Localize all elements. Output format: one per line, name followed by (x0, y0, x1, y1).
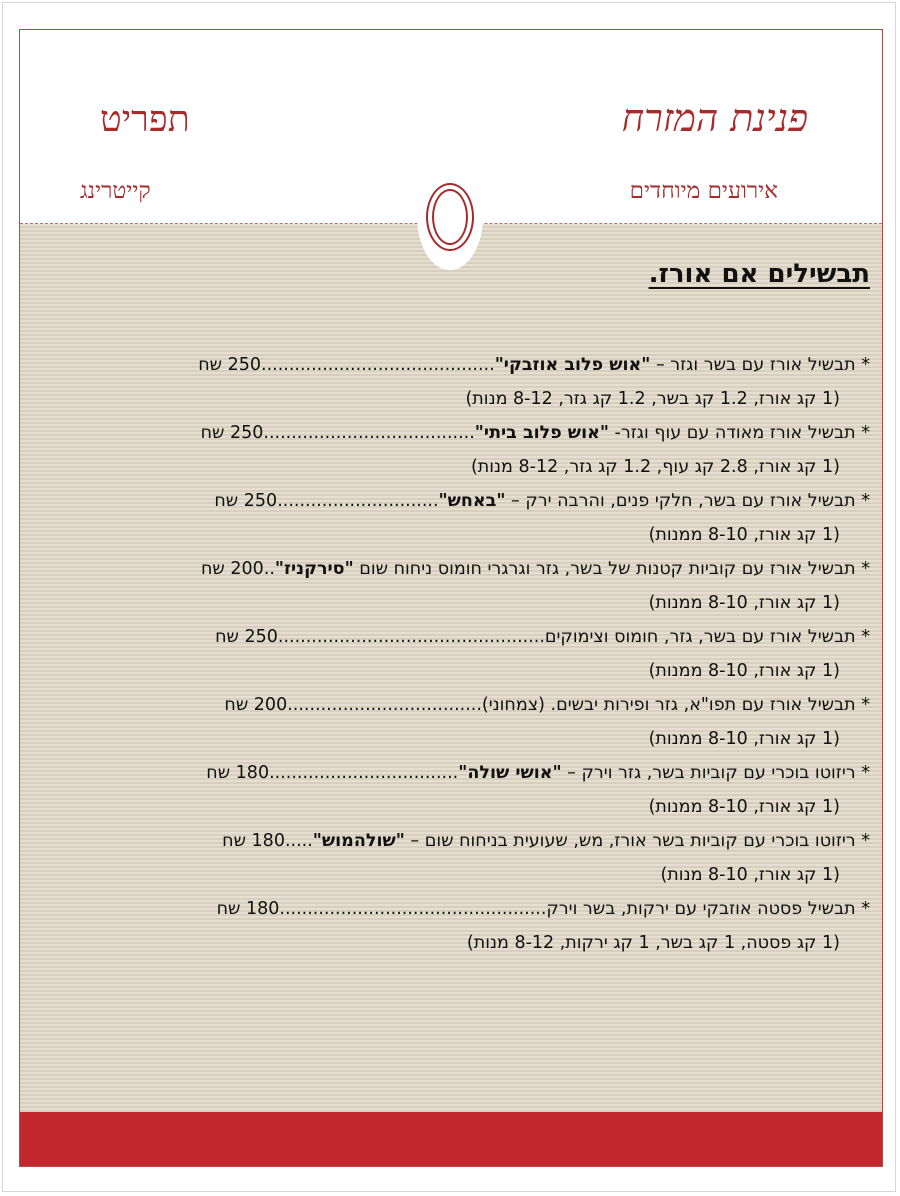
brand-subtitle: אירועים מיוחדים (629, 178, 778, 204)
menu-item-line (80, 621, 870, 655)
item-detail: (1 קג אורז, 8-10 ממנות) (648, 797, 840, 817)
bullet-marker: * (855, 559, 870, 579)
item-description: תבשיל אורז עם בשר וגזר – (650, 355, 856, 375)
item-detail: (1 קג אורז, 2.8 קג עוף, 1.2 קג גזר, 8-12 מנות) (470, 457, 840, 477)
item-name: "באחש" (438, 491, 506, 511)
menu-item (80, 825, 870, 893)
menu-item-line (80, 349, 870, 383)
menu-item (80, 757, 870, 825)
dot-leader: ................................................ (277, 627, 545, 647)
item-price: 250 שח (198, 355, 262, 375)
item-description: תבשיל אורז עם קוביות קטנות של בשר, גזר וגרגרי חומוס ניחוח שום (353, 559, 856, 579)
medallion-outer-ring (426, 183, 474, 251)
menu-item-line (80, 757, 870, 791)
menu-item-line (80, 417, 870, 451)
item-description: תבשיל פסטה אוזבקי עם ירקות, בשר וירק (546, 899, 856, 919)
dot-leader: .......................................... (261, 355, 495, 375)
bullet-marker: * (855, 423, 870, 443)
menu-item (80, 621, 870, 689)
item-detail: (1 קג אורז, 8-10 ממנות) (648, 525, 840, 545)
section-title-period: . (648, 259, 659, 289)
footer-bar (20, 1112, 882, 1167)
bullet-marker: * (855, 695, 870, 715)
item-price: 200 שח (224, 695, 288, 715)
item-detail: (1 קג אורז, 8-10 ממנות) (648, 729, 840, 749)
item-detail: (1 קג אורז, 1.2 קג בשר, 1.2 קג גזר, 8-12 מנות) (465, 389, 840, 409)
item-price: 180 שח (206, 763, 270, 783)
menu-content (80, 252, 870, 961)
item-detail: (1 קג אורז, 8-10 ממנות) (648, 593, 840, 613)
bullet-marker: * (855, 899, 870, 919)
item-description: תבשיל אורז עם תפו"א, גזר ופירות יבשים. (צמחוני) (481, 695, 856, 715)
menu-title: תפריט (100, 99, 190, 140)
bullet-marker: * (855, 763, 870, 783)
item-price: 180 שח (216, 899, 280, 919)
item-description: תבשיל אורז מאודה עם עוף וגזר- (608, 423, 856, 443)
bullet-marker: * (855, 831, 870, 851)
dot-leader: ................................... (287, 695, 482, 715)
item-detail: (1 קג פסטה, 1 קג בשר, 1 קג ירקות, 8-12 מנות) (466, 933, 840, 953)
item-description: תבשיל אורז עם בשר, גזר, חומוס וצימוקים (544, 627, 856, 647)
item-description: ריזוטו בוכרי עם קוביות בשר, גזר וירק – (561, 763, 856, 783)
menu-item-line (80, 553, 870, 587)
dot-leader: ...................................... (263, 423, 475, 443)
dot-leader: ................................................ (279, 899, 547, 919)
menu-page (19, 29, 883, 1167)
item-price: 250 שח (215, 627, 278, 647)
menu-item (80, 553, 870, 621)
dot-leader: ............................. (277, 491, 439, 511)
item-name: "אוש פלוב ביתי" (474, 423, 609, 443)
dot-leader: .. (263, 559, 275, 579)
menu-item (80, 689, 870, 757)
item-description: ריזוטו בוכרי עם קוביות בשר אורז, מש, שעועית בניחוח שום – (404, 831, 856, 851)
item-description: תבשיל אורז עם בשר, חלקי פנים, והרבה ירק – (505, 491, 856, 511)
item-price: 250 שח (200, 423, 264, 443)
bullet-marker: * (855, 491, 870, 511)
item-name: "אוש פלוב אוזבקי" (494, 355, 651, 375)
brand-title: פנינת המזרח (621, 96, 808, 140)
menu-item (80, 893, 870, 961)
menu-subtitle: קייטרינג (80, 178, 151, 204)
item-detail: (1 קג אורז, 8-10 מנות) (660, 865, 840, 885)
menu-item (80, 417, 870, 485)
medallion-inner-ring (432, 189, 468, 245)
item-price: 180 שח (222, 831, 285, 851)
item-detail: (1 קג אורז, 8-10 ממנות) (648, 661, 840, 681)
section-title-text: תבשילים אם אורז (658, 259, 870, 289)
section-title (80, 252, 870, 296)
item-name: "שולהמוש" (312, 831, 405, 851)
item-price: 200 שח (200, 559, 264, 579)
menu-item-line (80, 485, 870, 519)
menu-item-line (80, 893, 870, 927)
menu-item (80, 485, 870, 553)
item-name: "אושי שולה" (458, 763, 562, 783)
dot-leader: ..... (284, 831, 313, 851)
menu-item-list (80, 349, 870, 961)
bullet-marker: * (855, 627, 870, 647)
menu-item-line (80, 825, 870, 859)
item-name: "סירקניז" (274, 559, 354, 579)
dot-leader: .................................. (269, 763, 459, 783)
item-price: 250 שח (214, 491, 278, 511)
menu-item (80, 349, 870, 417)
menu-item-line (80, 689, 870, 723)
bullet-marker: * (855, 355, 870, 375)
